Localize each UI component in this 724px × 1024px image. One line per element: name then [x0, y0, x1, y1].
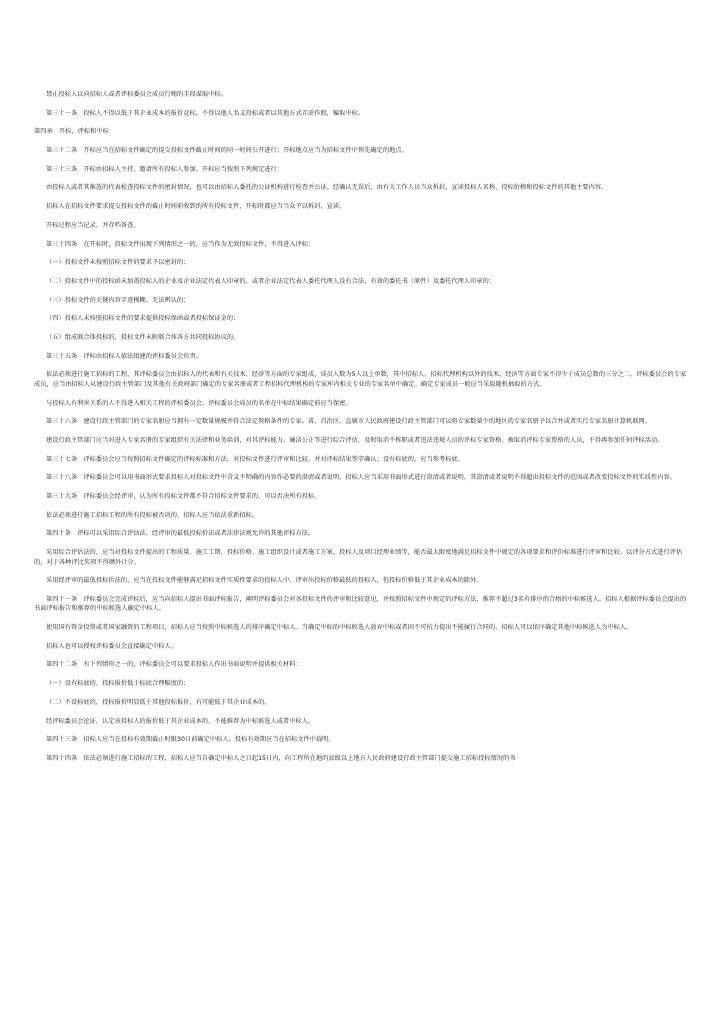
paragraph: 采用经评审的最低投标价法的，应当在投标文件能够满足招标文件实质性要求的投标人中，评审出投标价格最低的投标人，但投标价格低于其企业成本的除外。 — [46, 577, 483, 585]
list-item: （二）不设标底的，投标报价明显低于其他投标报价，有可能低于其企业成本的。 — [46, 698, 271, 706]
paragraph: 采用综合评估法的，应当对投标文件提出的工程质量、施工工期、投标价格、施工组织设计或者施工方案、投标人及项目经理业绩等，能否最大限度地满足招标文件中规定的各项要求和评价标准进行评审和比较。以评分方式进行评估的，对于各种评比奖项不得额外计分。 — [34, 549, 683, 566]
paragraph: 第三十六条 建设行政主管部门的专家名册应当拥有一定数量规模并符合法定资格条件的专家。省、自治区、直辖市人民政府建设行政主管部门可以将专家数量少的地区的专家名册予以合并或者实行专家名册计算机联网。 — [46, 418, 652, 426]
list-item: （二）投标文件中的投标函未加盖投标人的企业及企业法定代表人印章的，或者企业法定代表人委托代理人没有合法、有效的委托书（原件）及委托代理人印章的； — [46, 277, 496, 285]
paragraph: 第三十二条 开标应当在招标文件确定的提交投标文件截止时间的同一时间公开进行；开标地点应当为招标文件中预先确定的地点。 — [46, 147, 408, 155]
paragraph: 招标人在招标文件要求提交投标文件的截止时间前收到的所有投标文件，开标时都应当当众予以拆封、宣读。 — [46, 203, 346, 211]
paragraph: 第三十一条 投标人不得以低于其企业成本的报价竞标，不得以他人名义投标或者以其他方式弄虚作假，骗取中标。 — [46, 109, 365, 117]
paragraph: 第四十三条 招标人应当在投标有效期截止时限30日前确定中标人。投标有效期应当在招标文件中载明。 — [46, 736, 335, 744]
paragraph: 与投标人有利害关系的人不得进入相关工程的评标委员会。评标委员会成员的名单在中标结果确定前应当保密。 — [46, 399, 352, 407]
list-item: （一）投标文件未按照招标文件的要求予以密封的； — [46, 259, 190, 267]
paragraph: 第三十四条 在开标时，投标文件出现下列情形之一的，应当作为无效投标文件，不得进入评标： — [46, 240, 315, 248]
paragraph: 第三十八条 评标委员会可以用书面形式要求投标人对投标文件中含义不明确的内容作必要的澄清或者说明。投标人应当采用书面形式进行澄清或者说明，其澄清或者说明不得超出投标文件的范围或者改变投标文件的实质性内容。 — [46, 474, 676, 482]
paragraph: 禁止投标人以向招标人或者评标委员会成员行贿的手段谋取中标。 — [46, 91, 227, 98]
paragraph: 第三十三条 开标由招标人主持，邀请所有投标人参加。开标应当按照下列规定进行： — [46, 165, 284, 173]
list-item: （四）投标人未按照招标文件的要求提供投标保函或者投标保证金的； — [46, 315, 240, 323]
paragraph: 依法必须进行施工招标的工程，其评标委员会由招标人的代表和有关技术、经济等方面的专家组成，成员人数为5人以上单数，其中招标人、招标代理机构以外的技术、经济等方面专家不得少于成员总数的三分之二。评标委员会的专家成员，应当由招标人从建设行政主管部门及其他有关政府部门确定的专家名册或者工程招标代理机构的专家库内相关专业的专家名单中确定。确定专家成员一般应当采取随机抽取的方式。 — [34, 371, 687, 388]
paragraph: 由投标人或者其推选的代表检查投标文件的密封情况，也可以由招标人委托的公证机构进行检查并公证。经确认无误后，由有关工作人员当众拆封，宣读投标人名称、投标价格和投标文件的其他主要内容。 — [46, 184, 608, 192]
paragraph: 第四十条 评标可以采用综合评估法、经评审的最低投标价法或者法律法规允许的其他评标方法。 — [46, 530, 315, 538]
paragraph: 第三十七条 评标委员会应当按照招标文件确定的评标标准和方法，对投标文件进行评审和比较，并对评标结果签字确认；设有标底的，应当参考标底。 — [46, 455, 464, 463]
paragraph: 第三十五条 评标由招标人依法组建的评标委员会负责。 — [46, 352, 202, 360]
paragraph: 第三十九条 评标委员会经评审，认为所有投标文件都不符合招标文件要求的，可以否决所有投标。 — [46, 492, 321, 500]
paragraph: 建设行政主管部门应当对进入专家名册的专家组织有关法律和业务培训，对其评标能力、廉洁公正等进行综合评估，及时取消不称职或者违法违规人员的评标专家资格。被取消评标专家资格的人员，不得再参加任何评标活动。 — [46, 436, 664, 444]
paragraph: 第四十一条 评标委员会完成评标后，应当向招标人提出书面评标报告，阐明评标委员会对各投标文件的评审和比较意见，并按照招标文件中规定的评标方法，推荐不超过3名有排序的合格的中标候选人。招标人根据评标委员会提出的书面评标报告和推荐的中标候选人确定中标人。 — [34, 595, 687, 613]
paragraph: 第四十二条 有下列情形之一的，评标委员会可以要求投标人作出书面说明并提供相关材料： — [46, 661, 302, 669]
paragraph: 招标人也可以授权评标委员会直接确定中标人。 — [46, 642, 177, 650]
list-item: （三）投标文件的关键内容字迹模糊、无法辨认的； — [46, 296, 190, 304]
list-item: （五）组成联合体投标的，投标文件未附联合体各方共同投标协议的。 — [46, 333, 240, 341]
paragraph: 依法必须进行施工招标工程的所有投标被否决的，招标人应当依法重新招标。 — [46, 511, 259, 519]
list-item: （一）设有标底的，投标报价低于标底合理幅度的； — [46, 680, 190, 688]
paragraph: 第四十四条 依法必须进行施工招标的工程，招标人应当自确定中标人之日起15日内，向工程所在地的县级以上地方人民政府建设行政主管部门提交施工招标投标情况的书 — [46, 754, 516, 762]
paragraph: 开标过程应当记录，并存档备查。 — [46, 221, 140, 229]
paragraph: 使用国有资金投资或者国家融资的工程项目，招标人应当按照中标候选人的排序确定中标人。当确定中标的中标候选人放弃中标或者因不可抗力提出不能履行合同的，招标人可以依序确定其他中标候选人为中标人。 — [46, 624, 633, 632]
chapter-heading: 第四章 开标、评标和中标 — [34, 128, 109, 136]
document-body — [34, 90, 690, 773]
paragraph: 经评标委员会论证，认定该投标人的报价低于其企业成本的，不能推荐为中标候选人或者中标人。 — [46, 717, 315, 725]
